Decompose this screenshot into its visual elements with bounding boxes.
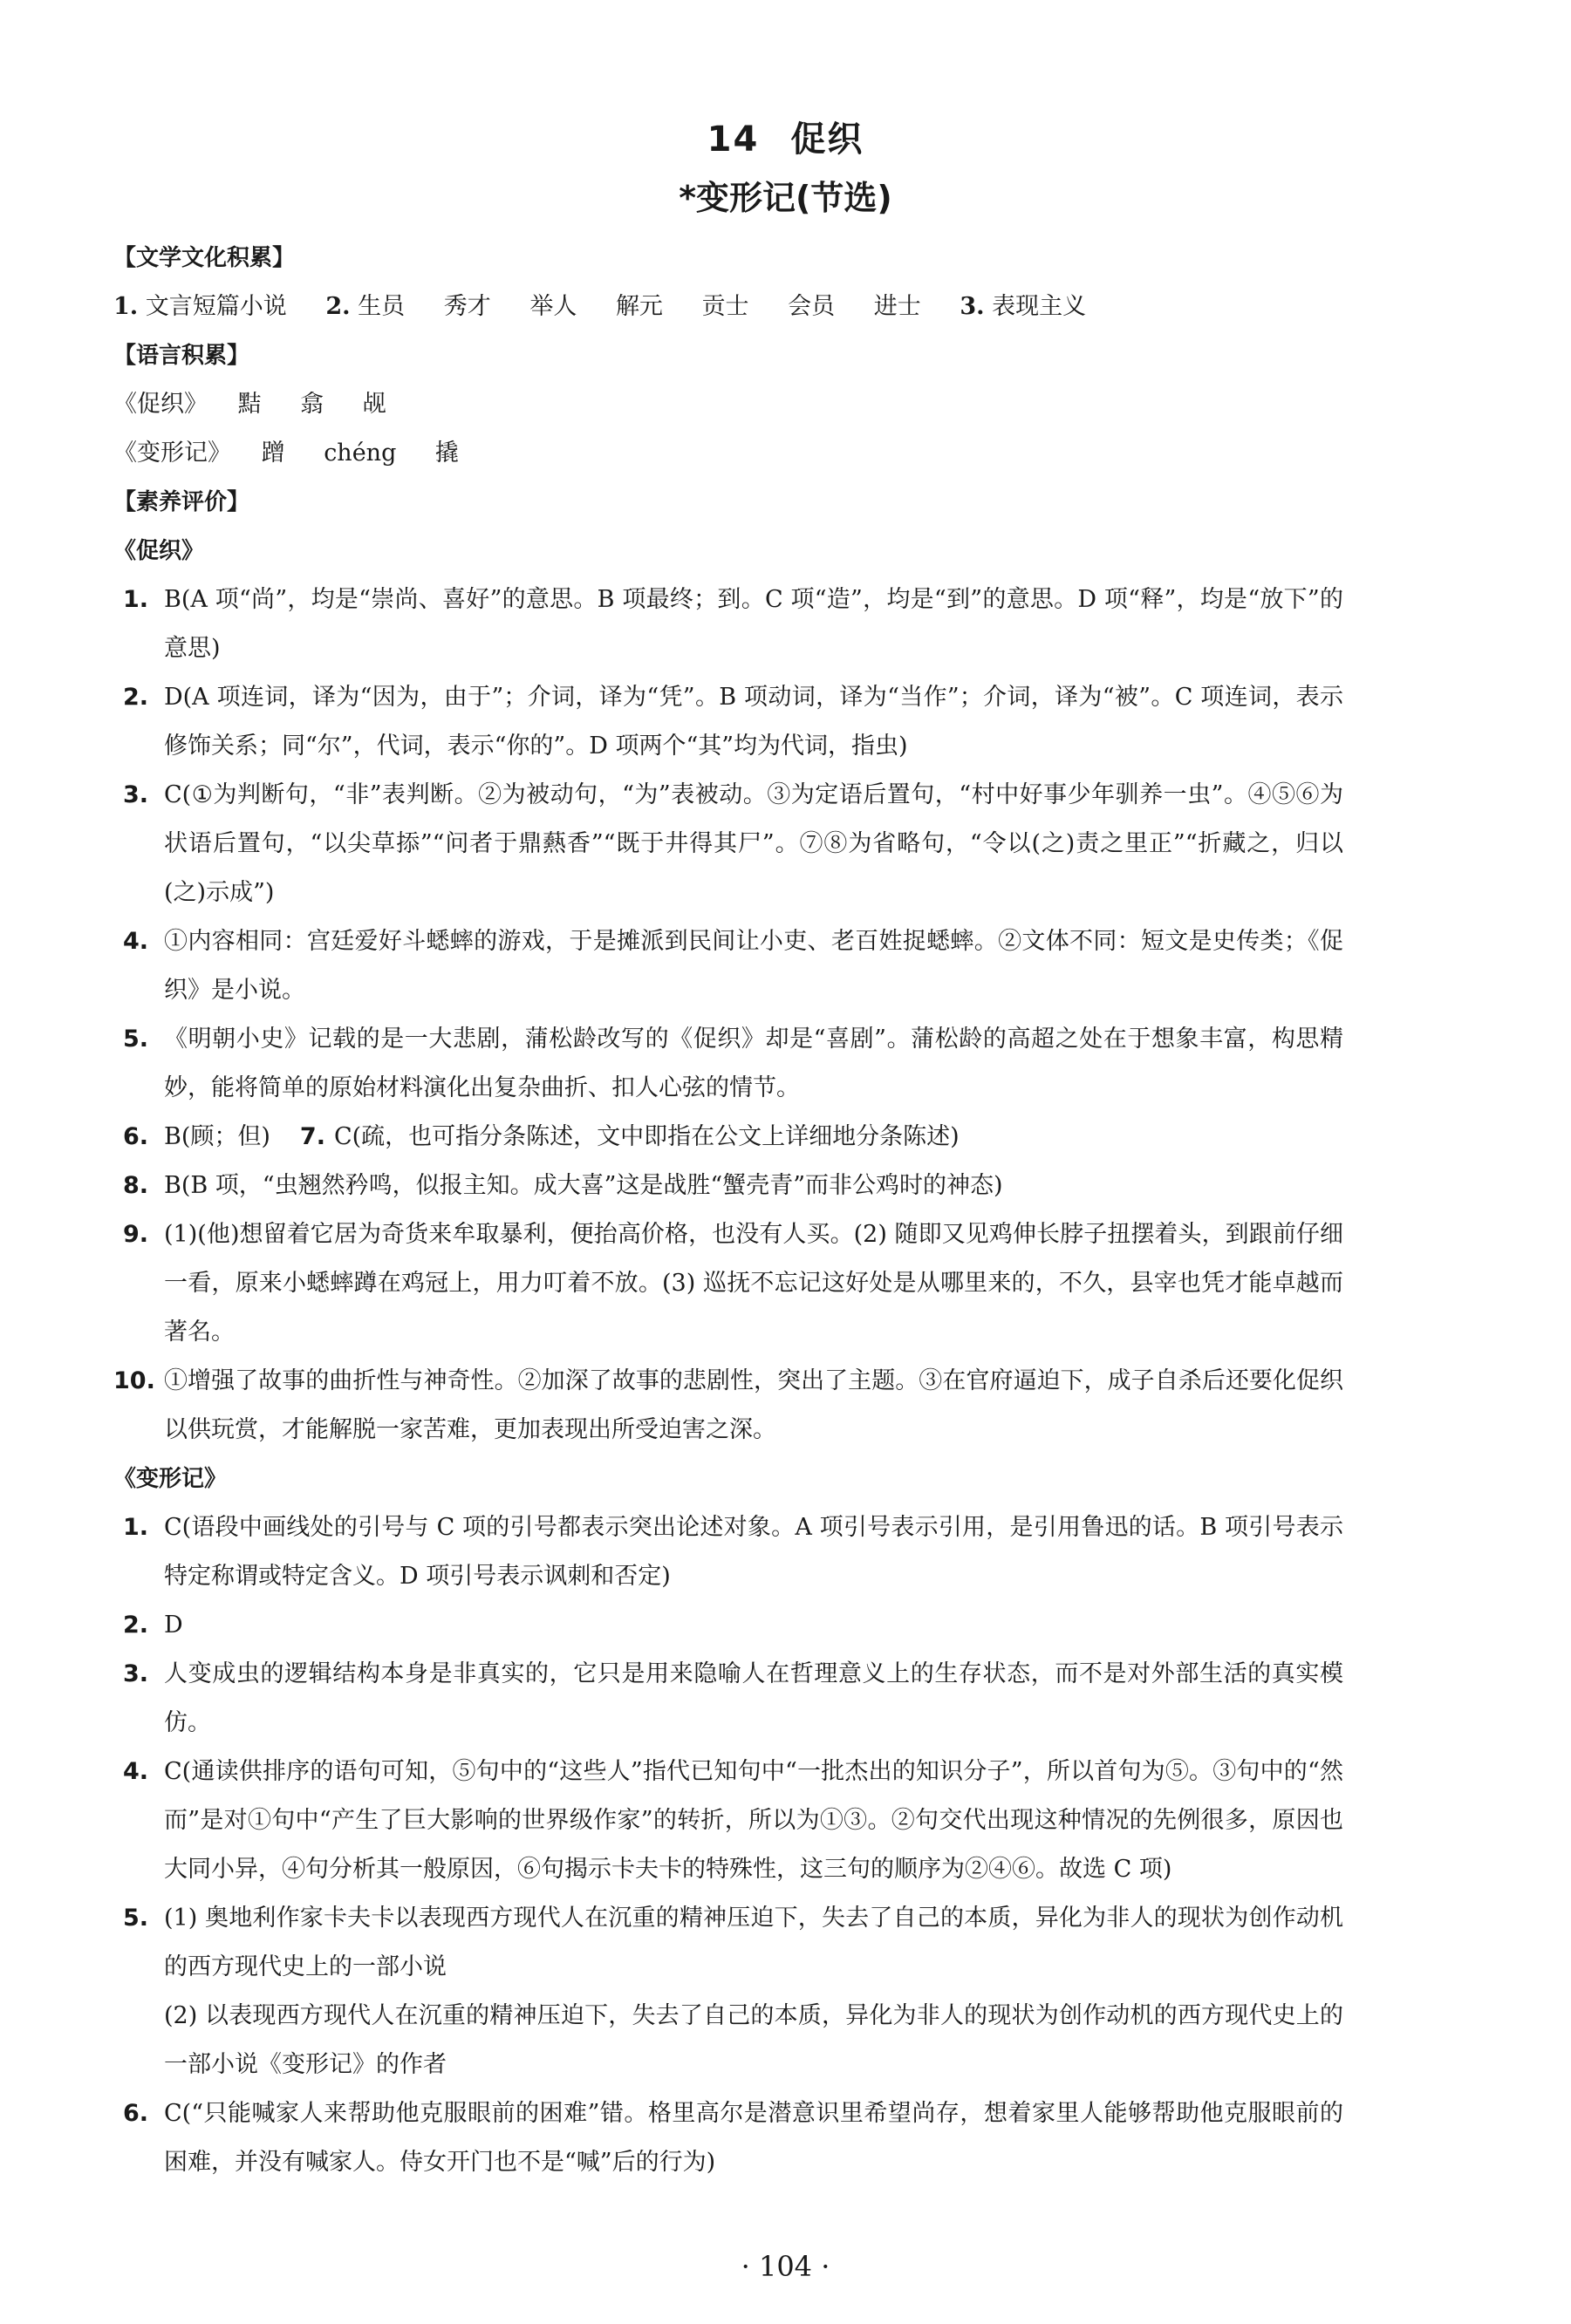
item-text: (1) 奥地利作家卡夫卡以表现西方现代人在沉重的精神压迫下，失去了自己的本质，异化为非人的现状为创作动机的西方现代史上的一部小说 xyxy=(164,1905,1343,1980)
item-text: B(B 项，“虫翘然矜鸣，似报主知。成大喜”这是战胜“蟹壳青”而非公鸡时的神态) xyxy=(164,1172,1003,1199)
lesson-title xyxy=(0,112,1571,161)
literary-answer-1: 文言短篇小说 xyxy=(145,293,287,320)
language-word: 翕 xyxy=(300,391,324,418)
answer-item xyxy=(113,1894,1343,2089)
page-number: · 104 · xyxy=(741,2250,830,2283)
language-bianxing xyxy=(113,429,1343,478)
item-text: C(“只能喊家人来帮助他克服眼前的困难”错。格里高尔是潜意识里希望尚存，想着家里人能够帮助他克服眼前的困难，并没有喊家人。侍女开门也不是“喊”后的行为) xyxy=(164,2100,1343,2176)
item-number: 6 . xyxy=(113,1113,148,1162)
item-number: 5 . xyxy=(113,1894,148,1943)
literary-answer-3: 表现主义 xyxy=(992,293,1087,320)
item-number: 2 . xyxy=(113,1601,148,1650)
answer-item xyxy=(113,1357,1343,1455)
literary-num-1: 1. xyxy=(113,293,139,320)
section-heading-language: 【语言积累】 xyxy=(113,343,250,369)
literary-word: 举人 xyxy=(529,293,577,320)
language-word: 觇 xyxy=(362,391,386,418)
item-number: 8 . xyxy=(113,1162,148,1210)
item-text: 人变成虫的逻辑结构本身是非真实的，它只是用来隐喻人在哲理意义上的生存状态，而不是对外部生活的真实模仿。 xyxy=(164,1660,1343,1736)
item-number: 10 . xyxy=(113,1357,148,1406)
lesson-number: 14 xyxy=(707,119,760,160)
subsection-heading-bianxing: 《变形记》 xyxy=(113,1466,228,1492)
item-number: 5 . xyxy=(113,1015,148,1064)
section-heading-evaluation: 【素养评价】 xyxy=(113,489,250,515)
literary-word: 秀才 xyxy=(443,293,491,320)
item-number: 9 . xyxy=(113,1210,148,1259)
answer-item xyxy=(113,2089,1343,2187)
literary-answers xyxy=(113,283,1343,331)
item-number: 1 . xyxy=(113,576,148,624)
item-number: 4 . xyxy=(113,917,148,966)
answer-item xyxy=(113,1210,1343,1357)
language-label: 《促织》 xyxy=(113,391,208,418)
literary-word: 会员 xyxy=(788,293,836,320)
item-text: D xyxy=(164,1612,183,1639)
language-word: 黠 xyxy=(237,391,262,418)
answer-item xyxy=(113,576,1343,673)
item-text-row xyxy=(152,1113,1343,1162)
language-word: 撬 xyxy=(434,440,459,467)
item-number: 2 . xyxy=(113,673,148,722)
answer-item xyxy=(113,771,1343,917)
answer-item xyxy=(113,1748,1343,1894)
item-number: 3 . xyxy=(113,1650,148,1699)
item-number: 4 . xyxy=(113,1748,148,1796)
lesson-subtitle: *变形记(节选) xyxy=(679,179,892,217)
item-text: C(疏，也可指分条陈述，文中即指在公文上详细地分条陈述) xyxy=(333,1123,960,1150)
item-text: C(语段中画线处的引号与 C 项的引号都表示突出论述对象。A 项引号表示引用，是引用鲁迅的话。B 项引号表示特定称谓或特定含义。D 项引号表示讽刺和否定) xyxy=(164,1514,1343,1590)
literary-word: 贡士 xyxy=(701,293,749,320)
item-text: D(A 项连词，译为“因为，由于”；介词，译为“凭”。B 项动词，译为“当作”；介词，译为“被”。C 项连词，表示修饰关系；同“尔”，代词，表示“你的”。D 项两个“其”均为代词，指虫) xyxy=(164,684,1343,760)
answer-item xyxy=(113,673,1343,771)
answer-item xyxy=(113,1601,1343,1650)
language-word: chéng xyxy=(324,440,397,467)
literary-word: 进士 xyxy=(873,293,921,320)
literary-num-3: 3. xyxy=(960,293,985,320)
item-number: 1 . xyxy=(113,1503,148,1552)
answer-item xyxy=(113,1015,1343,1113)
item-number: 6 . xyxy=(113,2089,148,2138)
item-number: 3 . xyxy=(113,771,148,820)
item-text: ①内容相同：宫廷爱好斗蟋蟀的游戏，于是摊派到民间让小吏、老百姓捉蟋蟀。②文体不同：短文是史传类；《促织》是小说。 xyxy=(164,928,1343,1004)
item-text: B(顾；但) xyxy=(164,1123,270,1150)
item-text: C(①为判断句，“非”表判断。②为被动句，“为”表被动。③为定语后置句，“村中好事少年驯养一虫”。④⑤⑥为状语后置句，“以尖草掭”“问者于鼎爇香”“既于井得其尸”。⑦⑧为省略句，“令以(之)责之里正”“折藏之，归以(之)示成”) xyxy=(164,781,1343,906)
subsection-heading-cuzhi: 《促织》 xyxy=(113,538,205,564)
item-number: 7. xyxy=(299,1123,325,1150)
item-text: (1)(他)想留着它居为奇货来牟取暴利，便抬高价格，也没有人买。(2) 随即又见鸡伸长脖子扭摆着头，到跟前仔细一看，原来小蟋蟀蹲在鸡冠上，用力叮着不放。(3) 巡抚不忘记这好处是从哪里来的，不久，县宰也凭才能卓越而著名。 xyxy=(164,1221,1343,1346)
literary-num-2: 2. xyxy=(325,293,351,320)
literary-word: 生员 xyxy=(358,293,406,320)
lesson-name: 促织 xyxy=(790,119,864,160)
item-text: C(通读供排序的语句可知，⑤句中的“这些人”指代已知句中“一批杰出的知识分子”，所以首句为⑤。③句中的“然而”是对①句中“产生了巨大影响的世界级作家”的转折，所以为①③。②句交代出现这种情况的先例很多，原因也大同小异，④句分析其一般原因，⑥句揭示卡夫卡的特殊性，这三句的顺序为②④⑥。故选 C 项) xyxy=(164,1758,1343,1883)
answer-item xyxy=(113,1503,1343,1601)
answer-item xyxy=(113,1162,1343,1210)
section-heading-literary: 【文学文化积累】 xyxy=(113,245,296,271)
item-text: 《明朝小史》记载的是一大悲剧，蒲松龄改写的《促织》却是“喜剧”。蒲松龄的高超之处在于想象丰富，构思精妙，能将简单的原始材料演化出复杂曲折、扣人心弦的情节。 xyxy=(164,1026,1343,1101)
answer-content xyxy=(113,234,1343,2187)
answer-item xyxy=(113,917,1343,1015)
language-cuzhi xyxy=(113,380,1343,429)
answer-item xyxy=(113,1650,1343,1748)
item-text-part-2: (2) 以表现西方现代人在沉重的精神压迫下，失去了自己的本质，异化为非人的现状为创作动机的西方现代史上的一部小说《变形记》的作者 xyxy=(164,2002,1343,2078)
item-text: B(A 项“尚”，均是“崇尚、喜好”的意思。B 项最终；到。C 项“造”，均是“到”的意思。D 项“释”，均是“放下”的意思) xyxy=(164,586,1343,662)
language-label: 《变形记》 xyxy=(113,440,231,467)
language-word: 蹭 xyxy=(261,440,285,467)
literary-word: 解元 xyxy=(615,293,663,320)
item-text: ①增强了故事的曲折性与神奇性。②加深了故事的悲剧性，突出了主题。③在官府逼迫下，成子自杀后还要化促织以供玩赏，才能解脱一家苦难，更加表现出所受迫害之深。 xyxy=(164,1367,1343,1443)
answer-item xyxy=(113,1113,1343,1162)
